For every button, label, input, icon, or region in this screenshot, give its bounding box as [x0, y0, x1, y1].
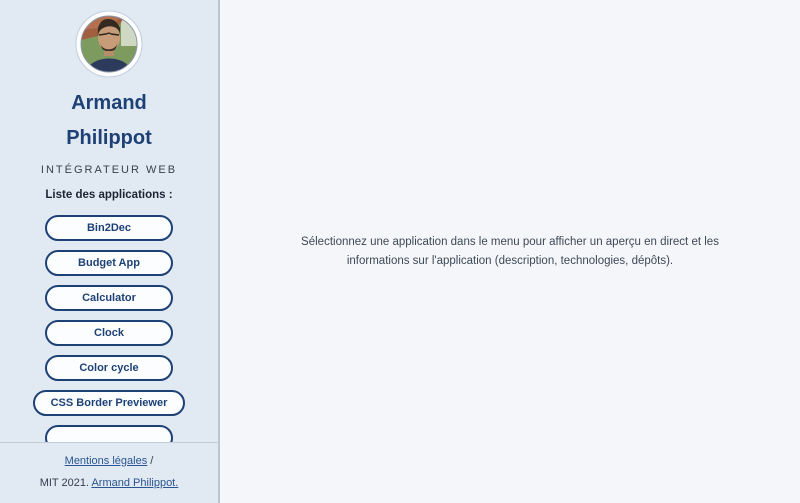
app-nav: [0, 176, 218, 442]
app-button-label: Budget App: [78, 257, 140, 269]
author-link[interactable]: Armand Philippot.: [91, 477, 179, 489]
avatar-photo-icon: [75, 10, 143, 78]
app-button-label: CSS Border Previewer: [50, 397, 168, 409]
avatar: [75, 10, 143, 78]
app-button[interactable]: [33, 390, 186, 416]
main-panel: [220, 0, 800, 503]
profile-card: [0, 0, 218, 176]
app-list-item: [0, 285, 218, 311]
profile-name: Armand Philippot: [66, 92, 152, 149]
license-text: MIT 2021.: [39, 477, 90, 489]
app-button-label: Calculator: [82, 292, 136, 304]
app-list-item: [0, 355, 218, 381]
app-button[interactable]: [45, 320, 173, 346]
legal-notice-link[interactable]: Mentions légales: [64, 455, 148, 467]
app-button[interactable]: [45, 355, 173, 381]
app-button[interactable]: [45, 250, 173, 276]
app-list-item: [0, 425, 218, 442]
app-list-item: [0, 250, 218, 276]
app-list: [0, 215, 218, 442]
app-button-label: Clock: [94, 327, 124, 339]
profile-role: INTÉGRATEUR WEB: [40, 164, 178, 176]
app-list-item: [0, 215, 218, 241]
app-button-partial[interactable]: [45, 425, 173, 442]
app-list-item: [0, 320, 218, 346]
app-button-label: Bin2Dec: [86, 222, 132, 234]
app-list-item: [0, 390, 218, 416]
sidebar: [0, 0, 220, 503]
app-list-heading: Liste des applications :: [45, 189, 173, 201]
footer-legal-row: [0, 455, 218, 468]
placeholder-message: Sélectionnez une application dans le menu pour afficher un aperçu en direct et les informations sur l'application (description, technologies, dépôts).: [301, 235, 719, 267]
footer-separator: /: [150, 455, 154, 467]
app-button-label: Color cycle: [79, 362, 139, 374]
app-button[interactable]: [45, 285, 173, 311]
footer-license-row: [0, 477, 218, 490]
sidebar-footer: [0, 442, 218, 503]
app-button[interactable]: [45, 215, 173, 241]
